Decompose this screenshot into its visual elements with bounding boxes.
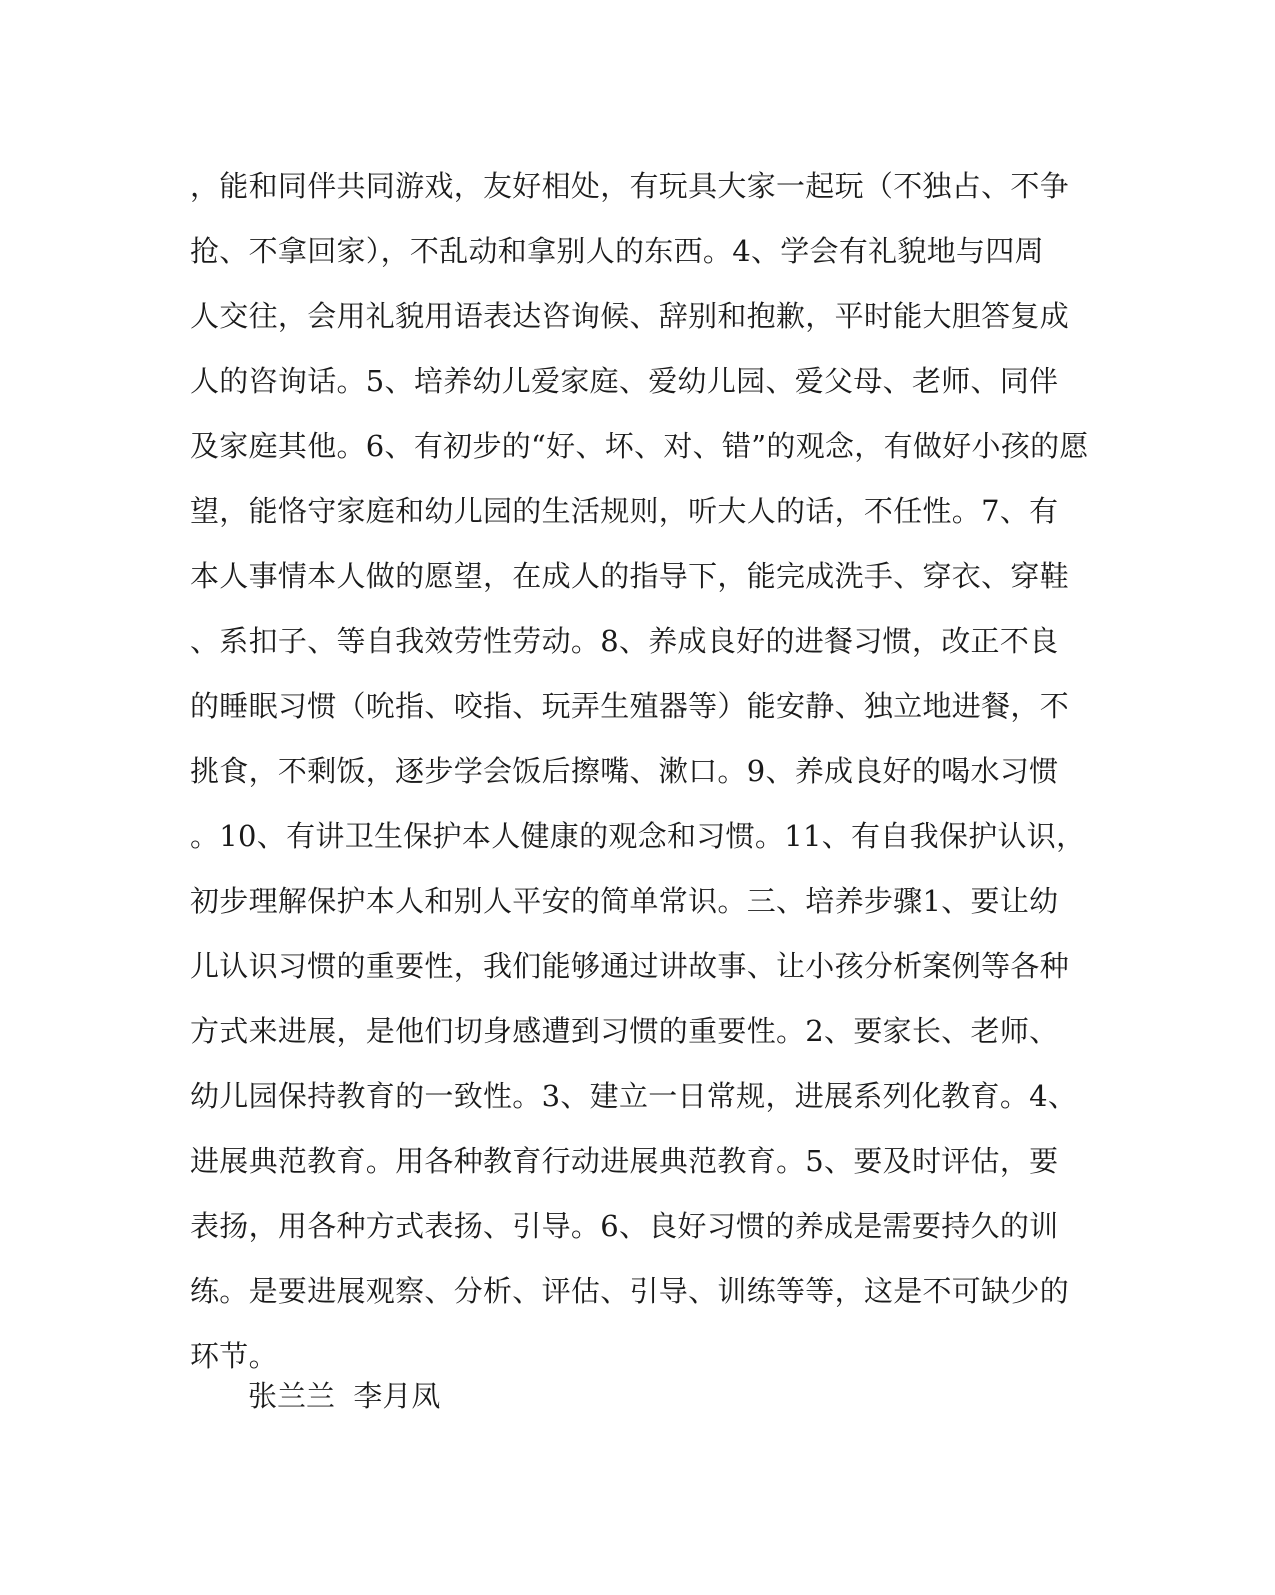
text-line: 、系扣子、等自我效劳性劳动。8、养成良好的进餐习惯，改正不良: [190, 624, 1059, 658]
text-line: 环节。: [190, 1339, 278, 1373]
text-line: 。10、有讲卫生保护本人健康的观念和习惯。11、有自我保护认识，: [190, 819, 1086, 853]
text-line: 挑食，不剩饭，逐步学会饭后擦嘴、漱口。9、养成良好的喝水习惯: [190, 754, 1059, 788]
text-line: ，能和同伴共同游戏，友好相处，有玩具大家一起玩（不独占、不争: [190, 169, 1070, 203]
text-line: 进展典范教育。用各种教育行动进展典范教育。5、要及时评估，要: [190, 1144, 1059, 1178]
text-line: 表扬，用各种方式表扬、引导。6、良好习惯的养成是需要持久的训: [190, 1209, 1059, 1243]
document-body: [190, 160, 1090, 1395]
text-line: 抢、不拿回家），不乱动和拿别人的东西。4、学会有礼貌地与四周: [190, 234, 1044, 268]
text-line: 幼儿园保持教育的一致性。3、建立一日常规，进展系列化教育。4、: [190, 1079, 1078, 1113]
text-line: 本人事情本人做的愿望，在成人的指导下，能完成洗手、穿衣、穿鞋: [190, 559, 1070, 593]
text-line: 的睡眠习惯（吮指、咬指、玩弄生殖器等）能安静、独立地进餐，不: [190, 689, 1070, 723]
text-line: 人交往，会用礼貌用语表达咨询候、辞别和抱歉，平时能大胆答复成: [190, 299, 1070, 333]
text-line: 儿认识习惯的重要性，我们能够通过讲故事、让小孩分析案例等各种: [190, 949, 1070, 983]
author-signature: 张兰兰 李月凤: [248, 1379, 441, 1413]
text-line: 初步理解保护本人和别人平安的简单常识。三、培养步骤1、要让幼: [190, 884, 1059, 918]
text-line: 及家庭其他。6、有初步的“好、坏、对、错”的观念，有做好小孩的愿: [190, 429, 1089, 463]
text-line: 人的咨询话。5、培养幼儿爱家庭、爱幼儿园、爱父母、老师、同伴: [190, 364, 1059, 398]
text-line: 方式来进展，是他们切身感遭到习惯的重要性。2、要家长、老师、: [190, 1014, 1059, 1048]
text-line: 望，能恪守家庭和幼儿园的生活规则，听大人的话，不任性。7、有: [190, 494, 1059, 528]
text-line: 练。是要进展观察、分析、评估、引导、训练等等，这是不可缺少的: [190, 1274, 1070, 1308]
